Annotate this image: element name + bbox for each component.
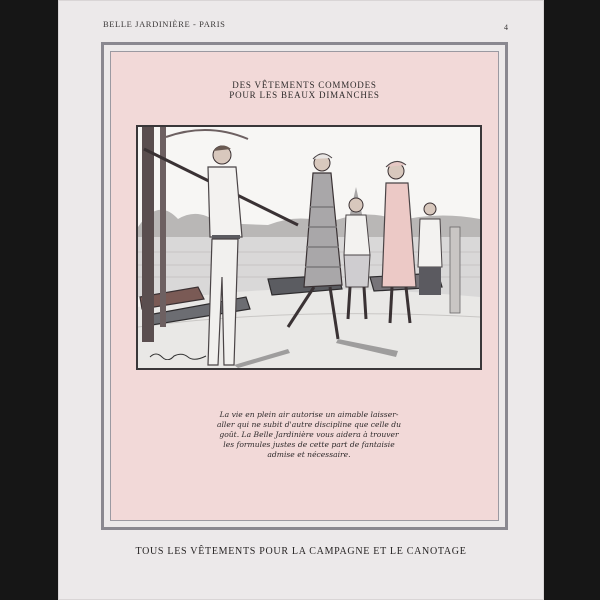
caption-line: goût. La Belle Jardinière vous aidera à trouver [219,430,399,439]
illustration-drawing [138,127,480,368]
footer-tagline: TOUS LES VÊTEMENTS POUR LA CAMPAGNE ET LE CANOTAGE [135,546,467,557]
caption-line: La vie en plein air autorise un aimable laisser- [219,410,399,419]
caption-line: admise et nécessaire. [267,450,351,459]
page-frame [101,42,508,530]
magazine-page [58,0,544,600]
heading-line-2: POUR LES BEAUX DIMANCHES [229,90,380,100]
heading-line-1: DES VÊTEMENTS COMMODES [232,80,377,90]
running-head: BELLE JARDINIÈRE - PARIS [103,19,226,29]
caption-line: aller qui ne subit d'autre discipline que celle du [216,420,402,429]
page-number: 4 [504,23,508,32]
artist-signature [148,350,208,360]
caption-line: les formules justes de cette part de fantaisie [223,440,395,449]
caption [216,410,402,460]
pink-panel [110,51,499,521]
riverside-illustration [136,125,482,370]
page-heading [111,80,498,100]
